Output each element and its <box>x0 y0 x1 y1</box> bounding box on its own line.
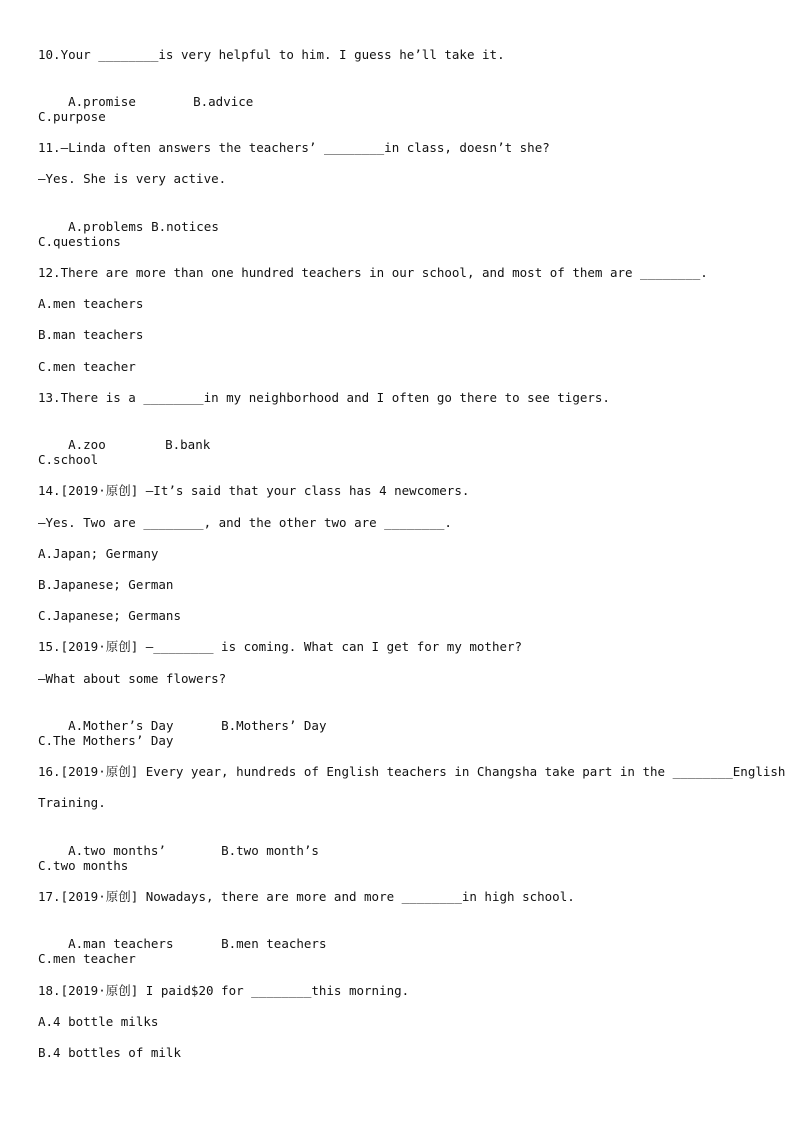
question-18-option-b: B.4 bottles of milk <box>38 1045 181 1060</box>
question-12-option-b: B.man teachers <box>38 327 144 342</box>
question-14-stem: 14.[2019·原创] —It’s said that your class has 4 newcomers. <box>38 483 470 498</box>
question-15-option-b: B.Mothers’ Day <box>221 718 327 733</box>
question-18-option-a: A.4 bottle milks <box>38 1014 159 1029</box>
question-15-stem: 15.[2019·原创] —________ is coming. What can I get for my mother? <box>38 639 523 654</box>
question-16-option-b: B.two month’s <box>221 843 319 858</box>
question-17-stem: 17.[2019·原创] Nowadays, there are more and more ________in high school. <box>38 889 575 904</box>
question-14-reply: —Yes. Two are ________, and the other two are ________. <box>38 515 452 530</box>
question-13-option-b: B.bank <box>165 437 211 452</box>
question-10-option-c: C.purpose <box>38 109 106 124</box>
question-13-option-c: C.school <box>38 452 99 467</box>
question-15-option-c: C.The Mothers’ Day <box>38 733 174 748</box>
question-11-reply: —Yes. She is very active. <box>38 171 227 186</box>
question-10-option-a: A.promise <box>68 94 136 109</box>
question-16-stem-continued: Training. <box>38 795 106 810</box>
question-12-stem: 12.There are more than one hundred teachers in our school, and most of them are ________. <box>38 265 708 280</box>
question-14-option-b: B.Japanese; German <box>38 577 174 592</box>
question-15-option-a: A.Mother’s Day <box>68 718 174 733</box>
question-10-stem: 10.Your ________is very helpful to him. I guess he’ll take it. <box>38 47 505 62</box>
question-16-option-c: C.two months <box>38 858 129 873</box>
question-11-option-c: C.questions <box>38 234 121 249</box>
question-14-option-a: A.Japan; Germany <box>38 546 159 561</box>
question-18-stem: 18.[2019·原创] I paid$20 for ________this morning. <box>38 983 410 998</box>
question-17-option-a: A.man teachers <box>68 936 174 951</box>
question-17-option-c: C.men teacher <box>38 951 136 966</box>
question-13-option-a: A.zoo <box>68 437 106 452</box>
question-17-option-b: B.men teachers <box>221 936 327 951</box>
question-10-option-b: B.advice <box>193 94 254 109</box>
question-11-option-a: A.problems <box>68 219 144 234</box>
question-12-option-a: A.men teachers <box>38 296 144 311</box>
question-11-stem: 11.—Linda often answers the teachers’ ________in class, doesn’t she? <box>38 140 550 155</box>
question-16-stem: 16.[2019·原创] Every year, hundreds of English teachers in Changsha take part in the ________English <box>38 764 786 779</box>
question-12-option-c: C.men teacher <box>38 359 136 374</box>
question-13-stem: 13.There is a ________in my neighborhood and I often go there to see tigers. <box>38 390 610 405</box>
question-14-option-c: C.Japanese; Germans <box>38 608 181 623</box>
question-16-option-a: A.two months’ <box>68 843 166 858</box>
question-11-option-b: B.notices <box>151 219 219 234</box>
question-15-reply: —What about some flowers? <box>38 671 227 686</box>
